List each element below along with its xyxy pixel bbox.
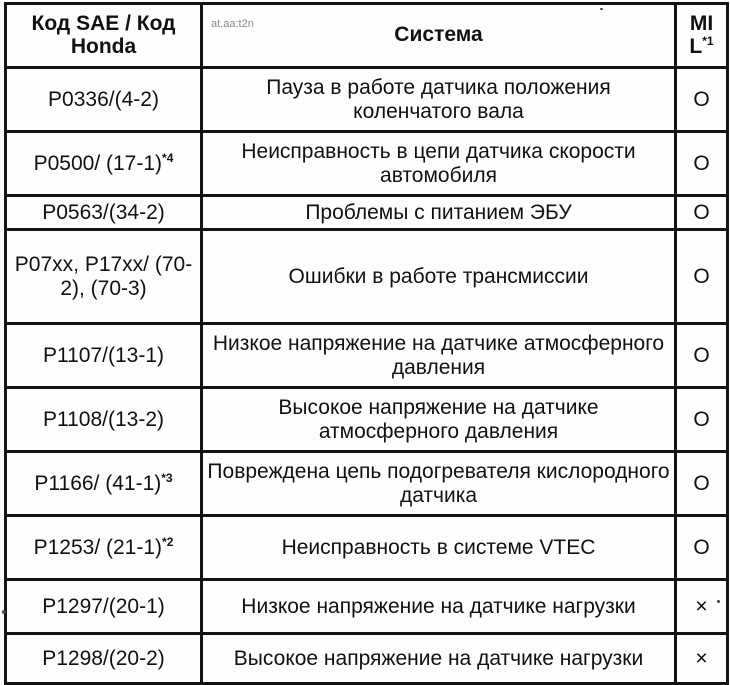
row-code-text: P1253/ (21-1)	[33, 535, 163, 559]
header-code	[6, 4, 202, 68]
row-code	[6, 516, 202, 580]
row-system: Ошибки в работе трансмиссии	[202, 230, 676, 324]
header-mil	[676, 4, 728, 68]
row-code	[6, 196, 202, 230]
row-code	[6, 580, 202, 634]
row-system: Высокое напряжение на датчике атмосферного давления	[202, 388, 676, 452]
row-system: Низкое напряжение на датчике атмосферного давления	[202, 324, 676, 388]
row-mil: ×	[676, 634, 728, 684]
table-row	[6, 388, 728, 452]
header-code-line2: Код Honda	[70, 12, 176, 58]
table-row	[6, 196, 728, 230]
row-code-text: P07xx, P17xx/ (70-2), (70-3)	[14, 252, 193, 300]
row-mil: O	[676, 68, 728, 132]
row-code-note: *3	[161, 470, 173, 485]
header-system-label: Система	[394, 23, 483, 47]
row-system: Повреждена цепь подогревателя кислородного датчика	[202, 452, 676, 516]
row-code	[6, 68, 202, 132]
row-system: Неисправность в системе VTEC	[202, 516, 676, 580]
row-code-text: P1107/(13-1)	[42, 343, 165, 367]
table-header-row	[6, 4, 728, 68]
row-mil: O	[676, 196, 728, 230]
scan-speck	[717, 600, 720, 603]
row-code	[6, 388, 202, 452]
row-code-text: P0336/(4-2)	[48, 87, 159, 111]
row-system: Проблемы с питанием ЭБУ	[202, 196, 676, 230]
row-code-text: P1108/(13-2)	[42, 407, 165, 431]
header-system	[202, 4, 676, 68]
scan-speck	[600, 8, 603, 10]
row-system: Высокое напряжение на датчике нагрузки	[202, 634, 676, 684]
row-code-text: P0500/ (17-1)	[33, 151, 163, 175]
row-system: Низкое напряжение на датчике нагрузки	[202, 580, 676, 634]
header-mil-note: *1	[702, 33, 714, 48]
header-mil-line1: MI	[689, 12, 714, 36]
header-mil-line2	[689, 35, 713, 58]
row-code	[6, 230, 202, 324]
row-system: Пауза в работе датчика положения коленчатого вала	[202, 68, 676, 132]
row-code-note: *2	[162, 534, 174, 549]
row-mil: O	[676, 388, 728, 452]
row-code	[6, 324, 202, 388]
row-code	[6, 452, 202, 516]
row-code	[6, 634, 202, 684]
row-mil: O	[676, 132, 728, 196]
table-row	[6, 452, 728, 516]
row-code	[6, 132, 202, 196]
row-mil: O	[676, 516, 728, 580]
table-row	[6, 516, 728, 580]
row-mil: ×	[676, 580, 728, 634]
header-code-line1: Код SAE /	[31, 12, 131, 36]
row-mil: O	[676, 324, 728, 388]
row-code-text: P1297/(20-1)	[42, 594, 165, 618]
table-row	[6, 324, 728, 388]
dtc-table	[4, 2, 729, 685]
table-row	[6, 68, 728, 132]
scan-speck	[2, 610, 6, 614]
row-mil: O	[676, 452, 728, 516]
header-mil-line2-text: L	[689, 34, 703, 58]
row-code-text: P0563/(34-2)	[42, 200, 165, 224]
row-system: Неисправность в цепи датчика скорости автомобиля	[202, 132, 676, 196]
row-code-text: P1166/ (41-1)	[34, 471, 162, 495]
table-row	[6, 634, 728, 684]
table-row	[6, 132, 728, 196]
header-system-noise: at.aa:t2n	[211, 18, 254, 30]
row-code-note: *4	[162, 150, 174, 165]
table-row	[6, 230, 728, 324]
row-mil: O	[676, 230, 728, 324]
table-row	[6, 580, 728, 634]
row-code-text: P1298/(20-2)	[42, 646, 165, 670]
